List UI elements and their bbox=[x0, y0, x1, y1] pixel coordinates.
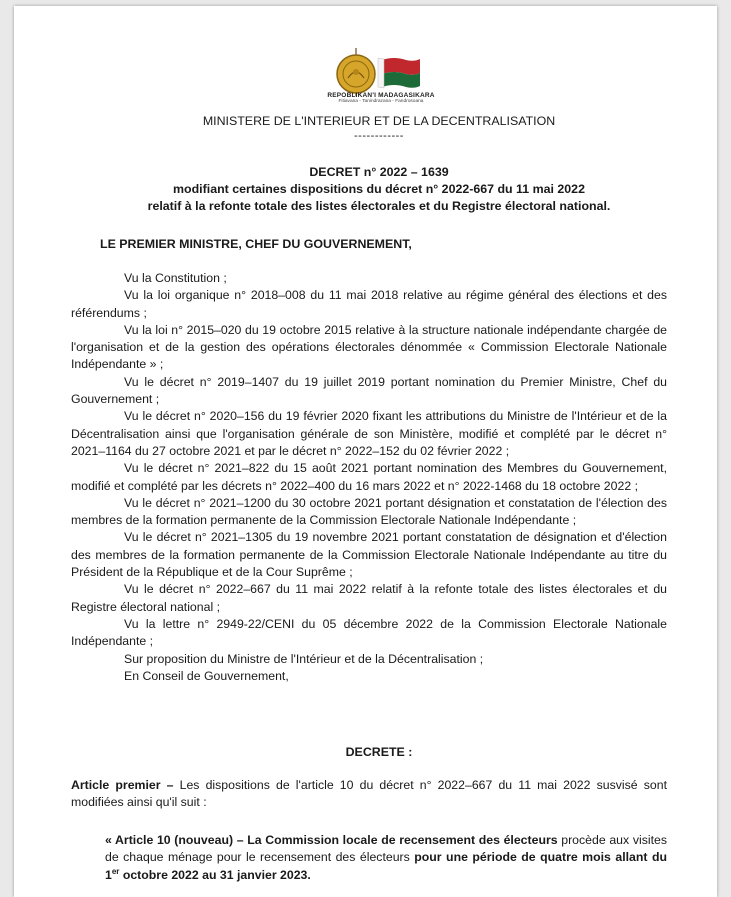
ministry-name: MINISTERE DE L'INTERIEUR ET DE LA DECENTRALISATION bbox=[202, 114, 556, 128]
visa-item: Vu le décret n° 2021–1305 du 19 novembre 2021 portant constatation de désignation et d'élection des membres de la formation permanente de la Commission Electorale Nationale Indépendante au titre du Président de la République et de la Cour Suprême ; bbox=[71, 530, 667, 580]
visa-item: Vu la Constitution ; bbox=[124, 271, 227, 285]
visa-item: Vu le décret n° 2020–156 du 19 février 2020 fixant les attributions du Ministre de l'Intérieur et de la Décentralisation ainsi que l'organisation générale de son Ministère, modifié et complété par le décret n° 2021–1164 du 27 octobre 2021 et par le décret n° 2022–152 du 02 février 2022 ; bbox=[71, 409, 667, 458]
article-10-period-b: octobre 2022 au 31 janvier 2023. bbox=[119, 867, 311, 882]
visa-item: Vu la lettre n° 2949-22/CENI du 05 décembre 2022 de la Commission Electorale Nationale Indépendante ; bbox=[71, 616, 667, 649]
decrete-heading: DECRETE : bbox=[345, 745, 413, 759]
article-10-text: procède aux visites de chaque ménage pour le recensement des électeurs bbox=[105, 833, 667, 865]
visa-item: Vu la loi organique n° 2018–008 du 11 mai 2018 relative au régime général des élections et des référendums ; bbox=[71, 288, 667, 320]
visa-item: Vu le décret n° 2022–667 du 11 mai 2022 relatif à la refonte totale des listes électorales et du Registre électoral national ; bbox=[71, 582, 667, 614]
article-1-text: Les dispositions de l'article 10 du décret n° 2022–667 du 11 mai 2022 susvisé sont modifiées ainsi qu'il suit : bbox=[71, 778, 667, 810]
header-separator: ------------ bbox=[354, 130, 404, 142]
visa-item: En Conseil de Gouvernement, bbox=[124, 668, 289, 683]
article-1-label: Article premier – bbox=[71, 778, 174, 792]
visa-item: Sur proposition du Ministre de l'Intérieur et de la Décentralisation ; bbox=[124, 651, 484, 666]
article-10-quote bbox=[105, 832, 667, 884]
visa-item: Vu le décret n° 2021–1200 du 30 octobre 2021 portant désignation et constatation de l'élection des membres de la formation permanente de la Commission Electorale Nationale Indépendante ; bbox=[71, 495, 667, 528]
visa-item: Vu le décret n° 2019–1407 du 19 juillet 2019 portant nomination du Premier Ministre, Chef du Gouvernement ; bbox=[71, 374, 667, 407]
article-1 bbox=[71, 777, 667, 812]
issuing-authority: LE PREMIER MINISTRE, CHEF DU GOUVERNEMENT, bbox=[100, 237, 412, 251]
decree-subtitle-line1: modifiant certaines dispositions du décret n° 2022-667 du 11 mai 2022 bbox=[173, 182, 585, 196]
visa-item: Vu la loi n° 2015–020 du 19 octobre 2015 relative à la structure nationale indépendante chargée de l'organisation et de la gestion des opérations électorales dénommée « Commission Electorale Nationale Indépendante » ; bbox=[71, 322, 667, 372]
article-10-sup: er bbox=[111, 866, 120, 876]
article-10-period-a: pour une période de quatre mois allant du 1 bbox=[105, 850, 667, 882]
document-page bbox=[14, 6, 717, 897]
seal-motto: Fitiavana - Tanindrazana - Fandrosoana bbox=[338, 99, 424, 104]
decree-number: DECRET n° 2022 – 1639 bbox=[309, 165, 449, 179]
article-10-lead: « Article 10 (nouveau) – La Commission locale de recensement des électeurs bbox=[105, 833, 558, 847]
seal-caption: REPOBLIKAN'I MADAGASIKARA bbox=[327, 92, 435, 99]
visas-list bbox=[71, 270, 667, 685]
visa-item: Vu le décret n° 2021–822 du 15 août 2021 portant nomination des Membres du Gouvernement, modifié et complété par les décrets n° 2022–400 du 16 mars 2022 et n° 2022-1468 du 18 octobre 2022 ; bbox=[71, 461, 667, 493]
decree-subtitle-line2: relatif à la refonte totale des listes électorales et du Registre électoral national. bbox=[147, 199, 611, 213]
